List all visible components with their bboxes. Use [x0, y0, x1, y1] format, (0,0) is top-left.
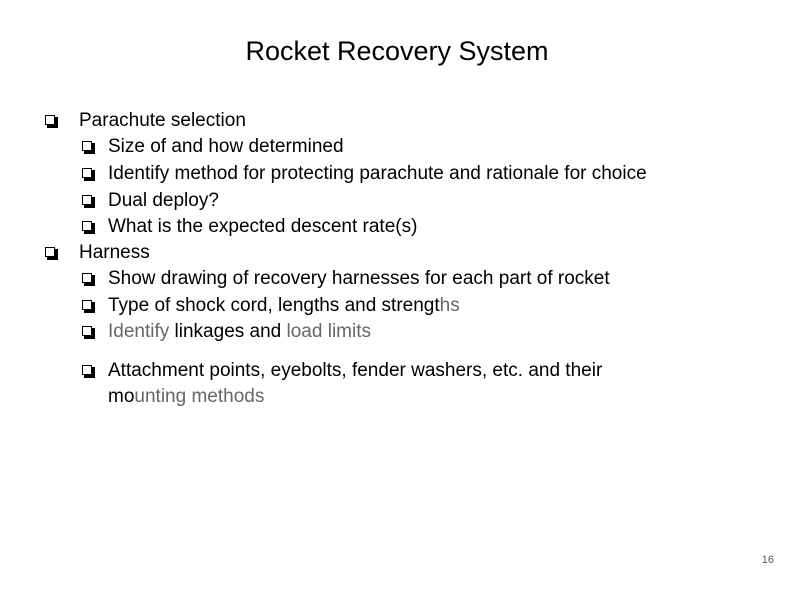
bullet-label: Parachute selection [79, 110, 246, 131]
checkbox-bullet-icon [82, 168, 95, 181]
slide-title: Rocket Recovery System [245, 36, 549, 66]
sub-bullet-label: Identify method for protecting parachute and rationale for choice [108, 163, 647, 184]
checkbox-bullet-icon [45, 115, 58, 128]
checkbox-bullet-icon [82, 326, 95, 339]
page-number: 16 [761, 554, 774, 566]
text-run: linkages and [174, 321, 287, 342]
checkbox-bullet-icon [82, 141, 95, 154]
checkbox-bullet-icon [45, 247, 58, 260]
sub-bullet-label: Size of and how determined [108, 136, 344, 157]
text-run-grey: hs [439, 295, 460, 316]
sub-bullet-label: Show drawing of recovery harnesses for each part of rocket [108, 268, 610, 289]
text-run-grey: Identify [108, 321, 175, 342]
sub-bullet-label: Dual deploy? [108, 190, 219, 211]
sub-bullet-label [108, 319, 371, 345]
checkbox-bullet-icon [82, 300, 95, 313]
text-run-grey: unting methods [134, 386, 265, 407]
text-run: mo [108, 386, 135, 407]
checkbox-bullet-icon [82, 365, 95, 378]
sub-bullet-label: Attachment points, eyebolts, fender washers, etc. and their [108, 360, 603, 381]
text-run: Type of shock cord, lengths and strengt [108, 295, 440, 316]
checkbox-bullet-icon [82, 273, 95, 286]
text-run-grey: load limits [286, 321, 371, 342]
bullet-label: Harness [79, 242, 150, 263]
checkbox-bullet-icon [82, 195, 95, 208]
checkbox-bullet-icon [82, 221, 95, 234]
sub-bullet-label [108, 384, 264, 410]
sub-bullet-label: What is the expected descent rate(s) [108, 216, 418, 237]
sub-bullet-label [108, 293, 460, 319]
